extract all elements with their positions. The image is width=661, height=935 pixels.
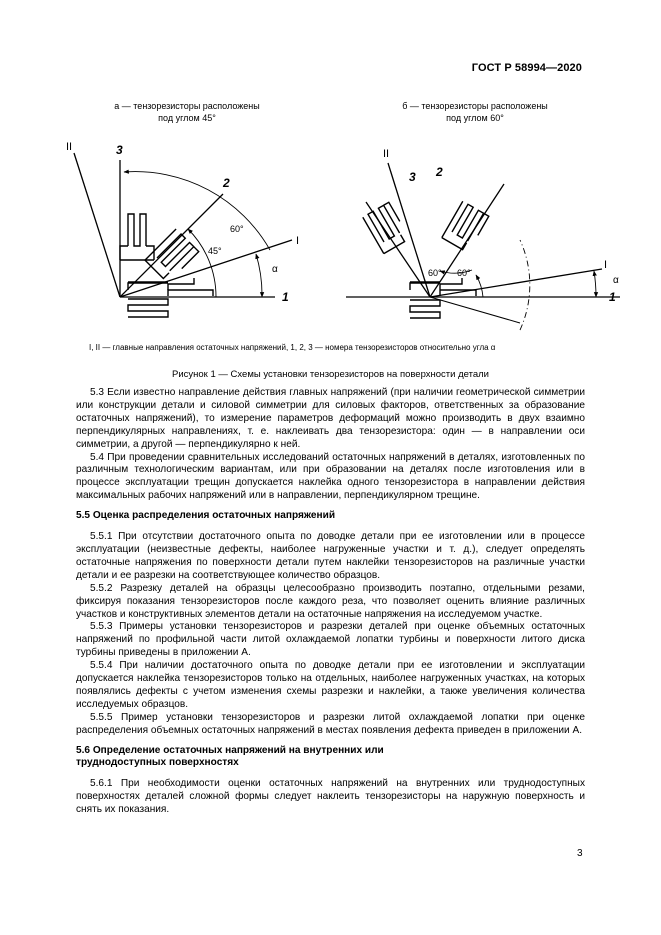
paragraph-5-4: 5.4 При проведении сравнительных исследований остаточных напряжений в деталях, изготовленных по различным технологическим вариантам, или при образовании на деталях после изготовления или в процессе эксплуатации трещин допускается наклейка одного тензорезистора в направлении действия максимальных рабочих напряжений или в направлении, перпендикулярном трещине.	[76, 451, 585, 502]
paragraph-5-5-3: 5.5.3 Примеры установки тензорезисторов и разрезки деталей при оценке объемных остаточных напряжений по профильной части литой охлаждаемой лопатки турбины и поверхности литого диска турбины приведены в приложении А.	[76, 621, 585, 659]
label-1-b: 1	[609, 290, 616, 304]
strain-gauge-diagram	[0, 0, 661, 340]
label-2-b: 2	[436, 165, 443, 179]
figure-legend: I, II — главные направления остаточных напряжений, 1, 2, 3 — номера тензорезисторов относительно угла α	[89, 343, 496, 352]
label-I-b: I	[604, 259, 608, 271]
paragraph-5-5-1: 5.5.1 При отсутствии достаточного опыта по доводке детали при ее изготовлении или в процессе эксплуатации (неизвестные дефекты, наиболее нагруженные участки и т. д.), следует определять остаточные напряжения по поверхности детали путем наклейки тензорезисторов на различные участки детали и ее разрезки на соответствующее количество образцов.	[76, 531, 585, 581]
page-number: 3	[577, 848, 583, 859]
document-code: ГОСТ Р 58994—2020	[471, 62, 582, 74]
label-II-a: II	[66, 141, 73, 153]
heading-5-5: 5.5 Оценка распределения остаточных напряжений	[76, 510, 336, 522]
dashed-arc-b	[520, 240, 530, 330]
body-text	[76, 387, 585, 817]
arc-60b-b	[476, 275, 483, 297]
label-45-a: 45°	[208, 246, 222, 256]
heading-5-6: 5.6 Определение остаточных напряжений на внутренних или труднодоступных поверхностях	[76, 744, 384, 769]
gauge-1-b	[410, 278, 476, 318]
axis-I-a	[120, 240, 292, 297]
figure-a-caption-line2: под углом 45°	[158, 113, 216, 123]
figure-a-caption-line1: а — тензорезисторы расположены	[114, 101, 260, 111]
panel-b-diagram	[346, 163, 620, 330]
gauge-2-a	[145, 229, 199, 283]
axis-ext-b	[430, 297, 520, 323]
label-3-a: 3	[116, 143, 123, 157]
label-60a-b: 60°	[428, 268, 442, 278]
figure-b-caption-line2: под углом 60°	[446, 113, 504, 123]
arc-alpha-b	[594, 271, 596, 297]
paragraph-5-5-5: 5.5.5 Пример установки тензорезисторов и разрезки литой охлаждаемой лопатки при оценке распределения объемных остаточных напряжений в местах появления дефекта приведен в приложении А.	[76, 711, 585, 736]
paragraph-5-5-4: 5.5.4 При наличии достаточного опыта по доводке детали при ее изготовлении и эксплуатации допускается наклейка тензорезисторов только на отдельных, наиболее нагруженных участках, на которых появлялись дефекты с учетом изменения схемы разрезки и наклейки, а также увеличения количества исследуемых образцов.	[76, 660, 585, 710]
label-2-a: 2	[223, 176, 230, 190]
gauge-3-a	[120, 214, 154, 260]
label-60-a: 60°	[230, 224, 244, 234]
panel-a-diagram	[74, 153, 292, 317]
gauge-2-b	[442, 201, 489, 252]
label-60b-b: 60°	[457, 268, 471, 278]
axis-2-b	[430, 184, 504, 297]
paragraph-5-3: 5.3 Если известно направление действия главных напряжений (при наличии геометрической симметрии или конструкции детали и силовой симметрии для силовых факторов, ответственных за образование остаточных напряжений), то измерение параметров деформаций можно производить в двух взаимно перпендикулярных направлениях, т. е. наклеивать два тензорезистора: один — в направлении оси симметрии, а другой — перпендикулярно к ней.	[76, 387, 585, 450]
arc-45-a	[188, 229, 216, 297]
label-alpha-a: α	[272, 264, 278, 275]
label-3-b: 3	[409, 170, 416, 184]
axis-II-a	[74, 153, 120, 297]
paragraph-5-5-2: 5.5.2 Разрезку деталей на образцы целесообразно производить поэтапно, отдельными резами, фиксируя показания тензорезисторов после каждого реза, что позволяет оценить влияние различных участков и конструктивных элементов детали на остаточные напряжения на исследуемом участке.	[76, 582, 585, 620]
figure-b-caption-line1: б — тензорезисторы расположены	[402, 101, 548, 111]
label-1-a: 1	[282, 290, 289, 304]
arc-alpha-a	[256, 254, 262, 297]
paragraph-5-6-1: 5.6.1 При необходимости оценки остаточных напряжений на внутренних или труднодоступных поверхностях деталей сложной формы следует наклеить тензорезисторы на наружную поверхность и снять их показания.	[76, 778, 585, 816]
figure-caption: Рисунок 1 — Схемы установки тензорезисторов на поверхности детали	[172, 369, 489, 380]
label-I-a: I	[296, 235, 300, 247]
label-alpha-b: α	[613, 275, 619, 286]
label-II-b: II	[383, 148, 390, 160]
